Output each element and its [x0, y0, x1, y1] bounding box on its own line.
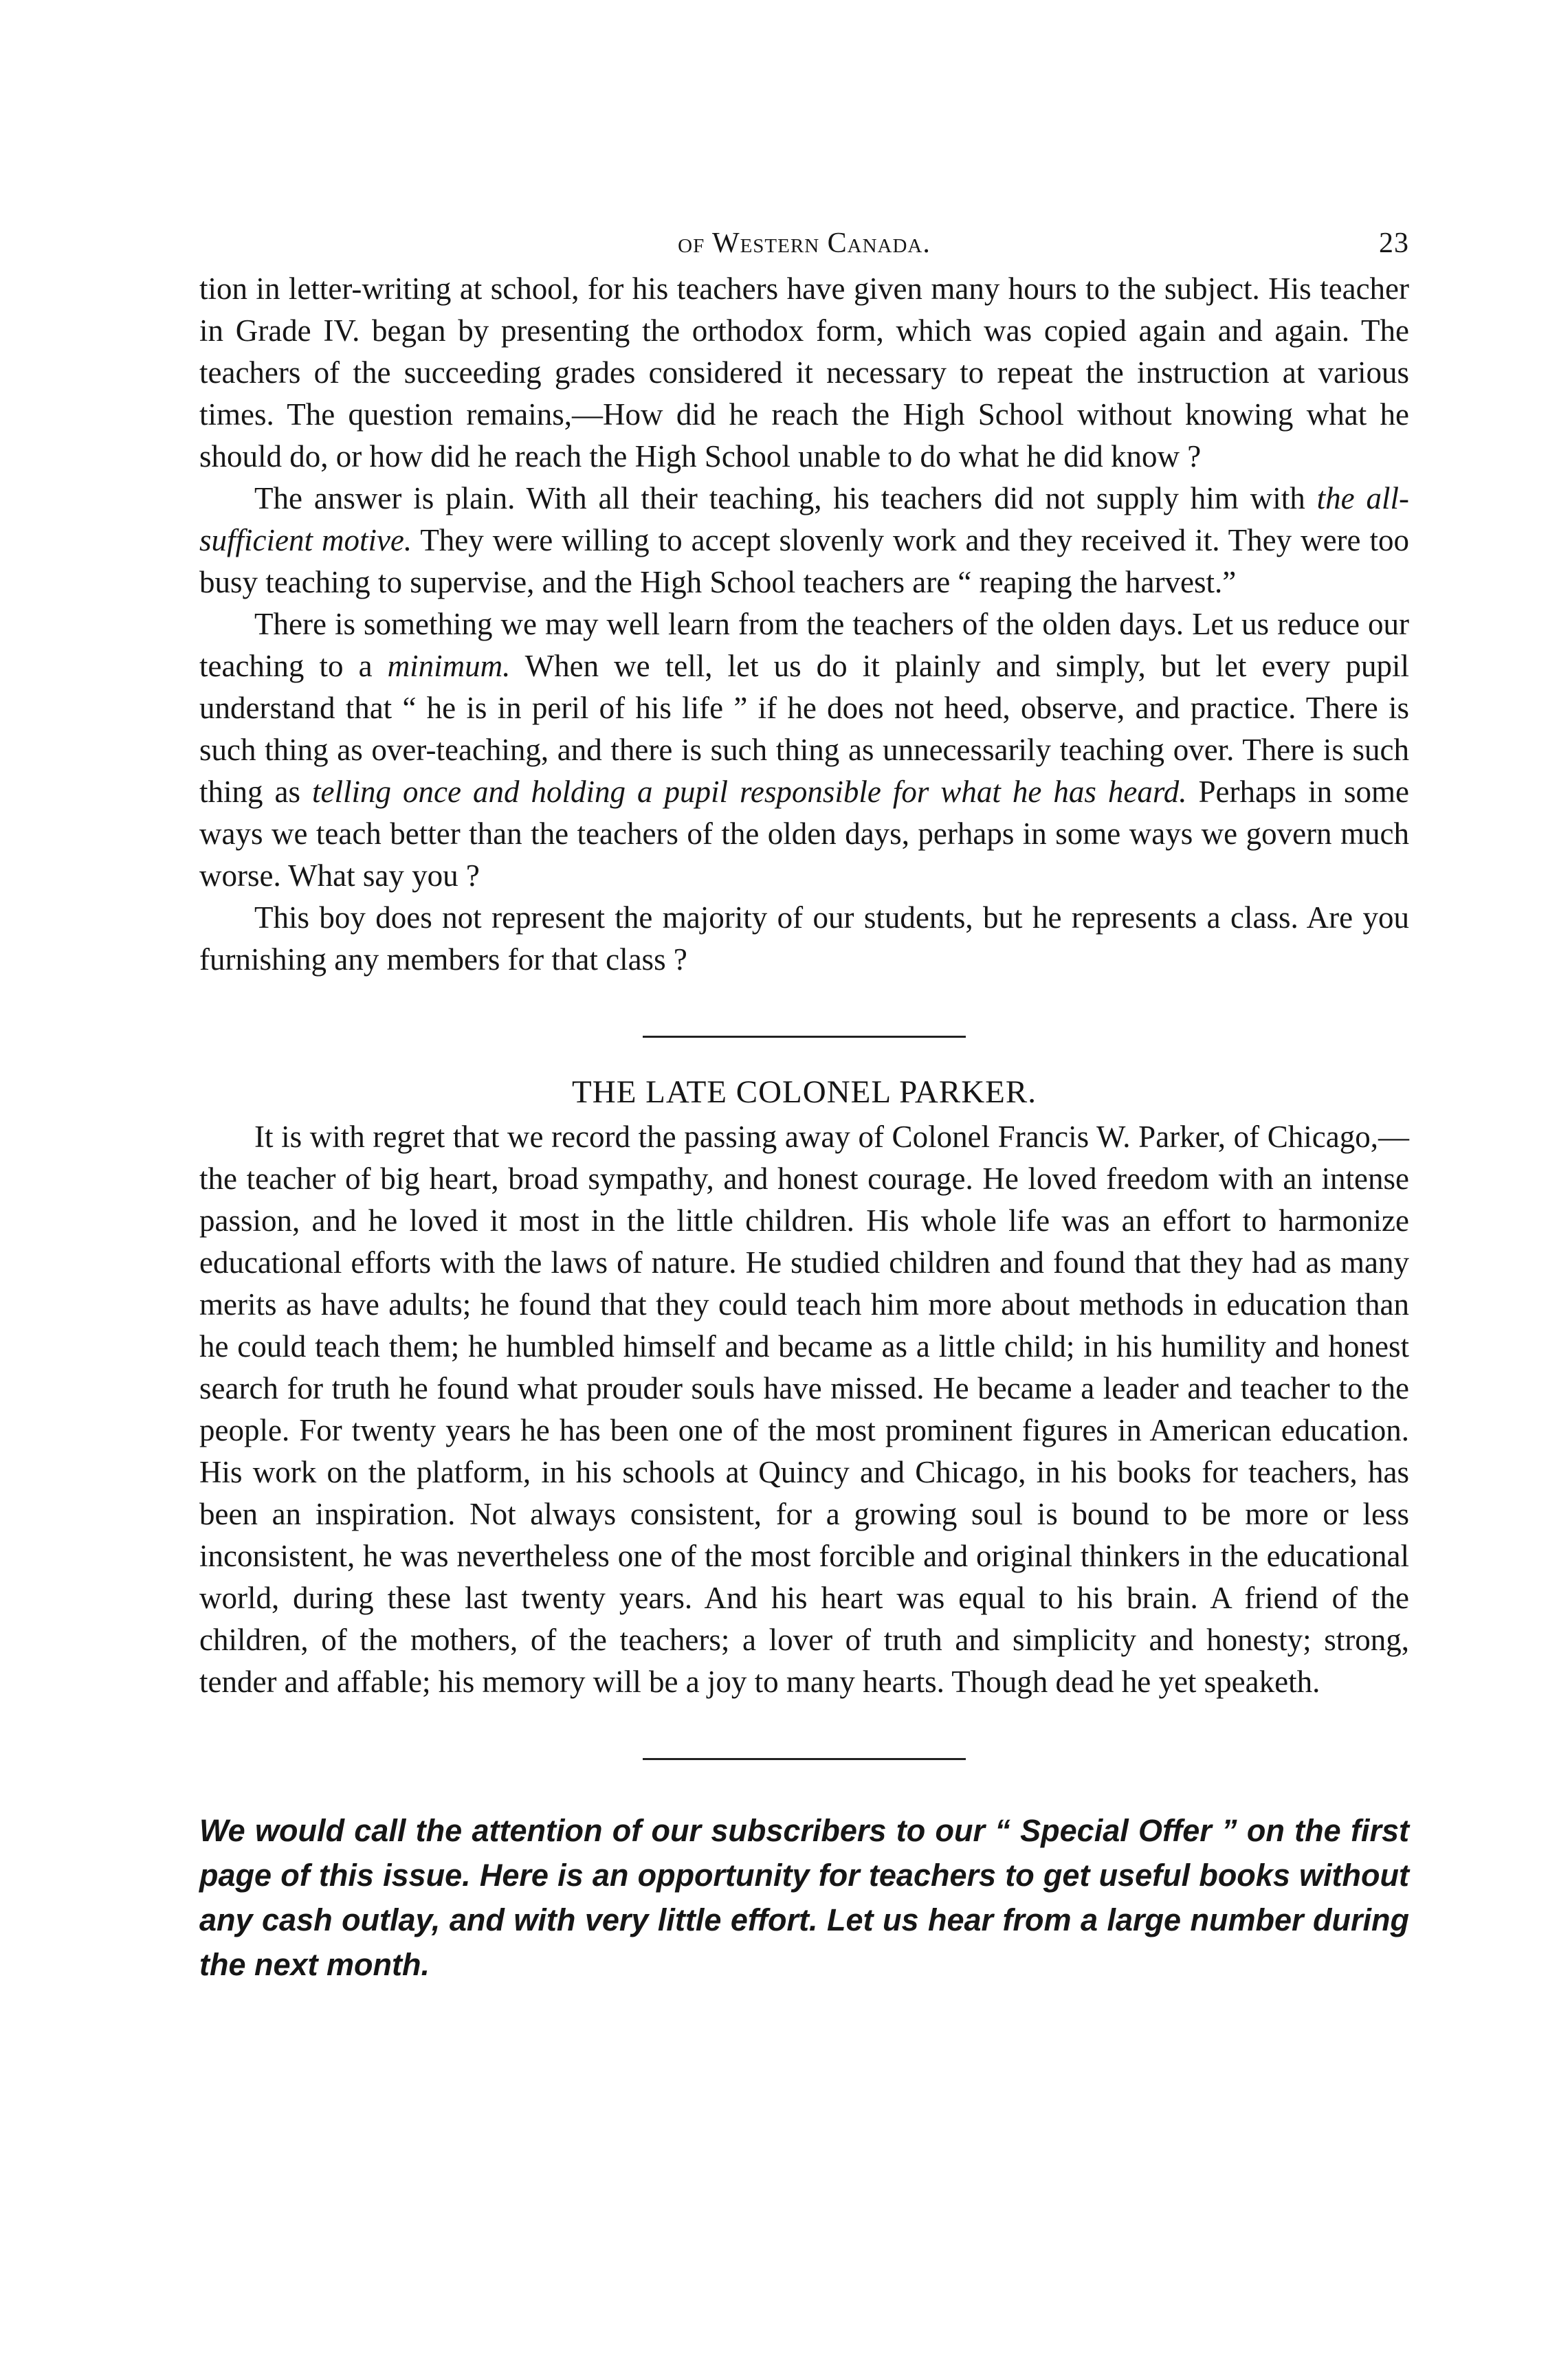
section-divider	[643, 1036, 966, 1038]
obituary-body	[199, 1116, 1409, 1703]
running-head-title: of Western Canada.	[678, 227, 931, 259]
obituary-heading: THE LATE COLONEL PARKER.	[572, 1074, 1037, 1110]
paragraph-olden-days-text-c: Perhaps in some ways we teach better than the teachers of the olden days, perhaps in some ways we govern much worse. What say you ?	[199, 775, 1409, 893]
paragraph-class: This boy does not represent the majority of our students, but he represents a class. Are you furnishing any members for that class ?	[199, 900, 1409, 977]
page	[199, 206, 1409, 1987]
obituary-paragraph: It is with regret that we record the passing away of Colonel Francis W. Parker, of Chicago,—the teacher of big heart, broad sympathy, and honest courage. He loved freedom with an intense passion, and he loved it most in the little children. His whole life was an effort to harmonize educational efforts with the laws of nature. He studied children and found that they had as many merits as have adults; he found that they could teach him more about methods in education than he could teach them; he humbled himself and became as a little child; in his humility and honest search for truth he found what prouder souls have missed. He became a leader and teacher to the people. For twenty years he has been one of the most prominent figures in American education. His work on the platform, in his schools at Quincy and Chicago, in his books for teachers, has been an inspiration. Not always consistent, for a growing soul is bound to be more or less inconsistent, he was nevertheless one of the most forcible and original thinkers in the educational world, during these last twenty years. And his heart was equal to his brain. A friend of the children, of the mothers, of the teachers; a lover of truth and simplicity and honesty; strong, tender and affable; his memory will be a joy to many hearts. Though dead he yet speaketh.	[199, 1120, 1409, 1699]
paragraph-answer-text-a: The answer is plain. With all their teaching, his teachers did not supply him with	[254, 481, 1317, 515]
special-offer-notice: We would call the attention of our subscribers to our “ Special Offer ” on the first page of this issue. Here is an opportunity for teachers to get useful books without any cash outlay, and with very little effort. Let us hear from a large number during the next month.	[199, 1813, 1409, 1982]
emphasis-motive: the all-sufficient motive.	[199, 481, 1409, 557]
paragraph-olden-days	[199, 603, 1409, 897]
paragraph-answer	[199, 478, 1409, 603]
emphasis-telling-once: telling once and holding a pupil responsible for what he has heard.	[312, 775, 1187, 809]
paragraph-answer-text-b: They were willing to accept slovenly work and they received it. They were too busy teaching to supervise, and the High School teachers are “ reaping the harvest.”	[199, 523, 1409, 599]
running-head	[199, 206, 1409, 259]
page-number: 23	[1379, 227, 1409, 259]
section-divider	[643, 1758, 966, 1760]
paragraph-continued: tion in letter-writing at school, for his teachers have given many hours to the subject. His teacher in Grade IV. began by presenting the orthodox form, which was copied again and again. The teachers of the succeeding grades considered it necessary to repeat the instruction at various times. The question remains,—How did he reach the High School without knowing what he should do, or how did he reach the High School unable to do what he did know ?	[199, 271, 1409, 474]
emphasis-minimum: minimum.	[387, 649, 511, 683]
paragraph-olden-days-text-a: There is something we may well learn from the teachers of the olden days. Let us reduce our teaching to a	[199, 607, 1409, 683]
paragraph-olden-days-text-b: When we tell, let us do it plainly and simply, but let every pupil understand that “ he is in peril of his life ” if he does not heed, observe, and practice. There is such thing as over-teaching, and there is such thing as unnecessarily teaching over. There is such thing as	[199, 649, 1409, 809]
article-continued	[199, 268, 1409, 981]
